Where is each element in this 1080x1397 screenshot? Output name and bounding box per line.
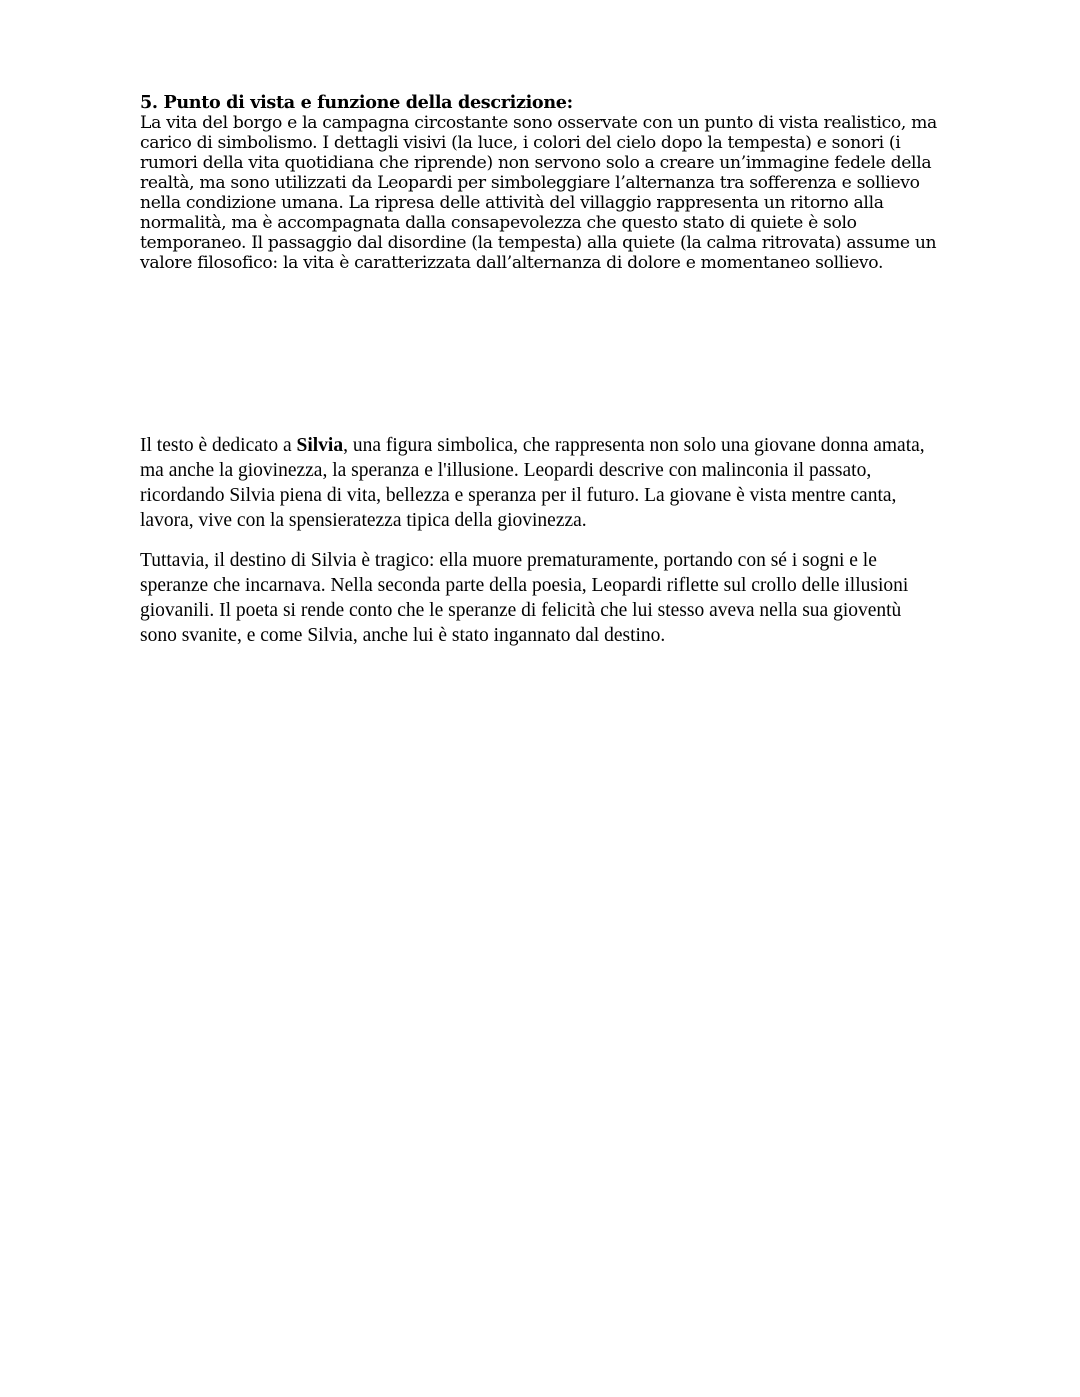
silvia-paragraph-2: Tuttavia, il destino di Silvia è tragico: ella muore prematuramente, portando con sé i sogni e le speranze che incarnava. Nella seconda parte della poesia, Leopardi riflette sul crollo delle illusioni giovanili. Il poeta si rende conto che le speranze di felicità che lui stesso aveva nella sua gioventù sono svanite, e come Silvia, anche lui è stato ingannato dal destino. bbox=[140, 550, 909, 646]
paragraph-text-rest: , una figura simbolica, che rappresenta non solo una giovane donna amata, ma anche la giovinezza, la speranza e l'illusione. Leopardi descrive con malinconia il passato, ricordando Silvia piena di vita, bellezza e speranza per il futuro. La giovane è vista mentre canta, lavora, vive con la spensieratezza tipica della giovinezza. bbox=[140, 435, 925, 531]
section-punto-di-vista bbox=[140, 93, 940, 273]
silvia-name-bold: Silvia bbox=[296, 435, 344, 456]
silvia-paragraph-1 bbox=[140, 433, 940, 533]
section-heading: 5. Punto di vista e funzione della descrizione: bbox=[140, 92, 573, 113]
section-body-paragraph: La vita del borgo e la campagna circostante sono osservate con un punto di vista realistico, ma carico di simbolismo. I dettagli visivi (la luce, i colori del cielo dopo la tempesta) e sonori (i rumori della vita quotidiana che riprende) non servono solo a creare un’immagine fedele della realtà, ma sono utilizzati da Leopardi per simboleggiare l’alternanza tra sofferenza e sollievo nella condizione umana. La ripresa delle attività del villaggio rappresenta un ritorno alla normalità, ma è accompagnata dalla consapevolezza che questo stato di quiete è solo temporaneo. Il passaggio dal disordine (la tempesta) alla quiete (la calma ritrovata) assume un valore filosofico: la vita è caratterizzata dall’alternanza di dolore e momentaneo sollievo. bbox=[140, 113, 937, 273]
section-silvia bbox=[140, 433, 940, 663]
paragraph-text-intro: Il testo è dedicato a bbox=[140, 435, 297, 456]
